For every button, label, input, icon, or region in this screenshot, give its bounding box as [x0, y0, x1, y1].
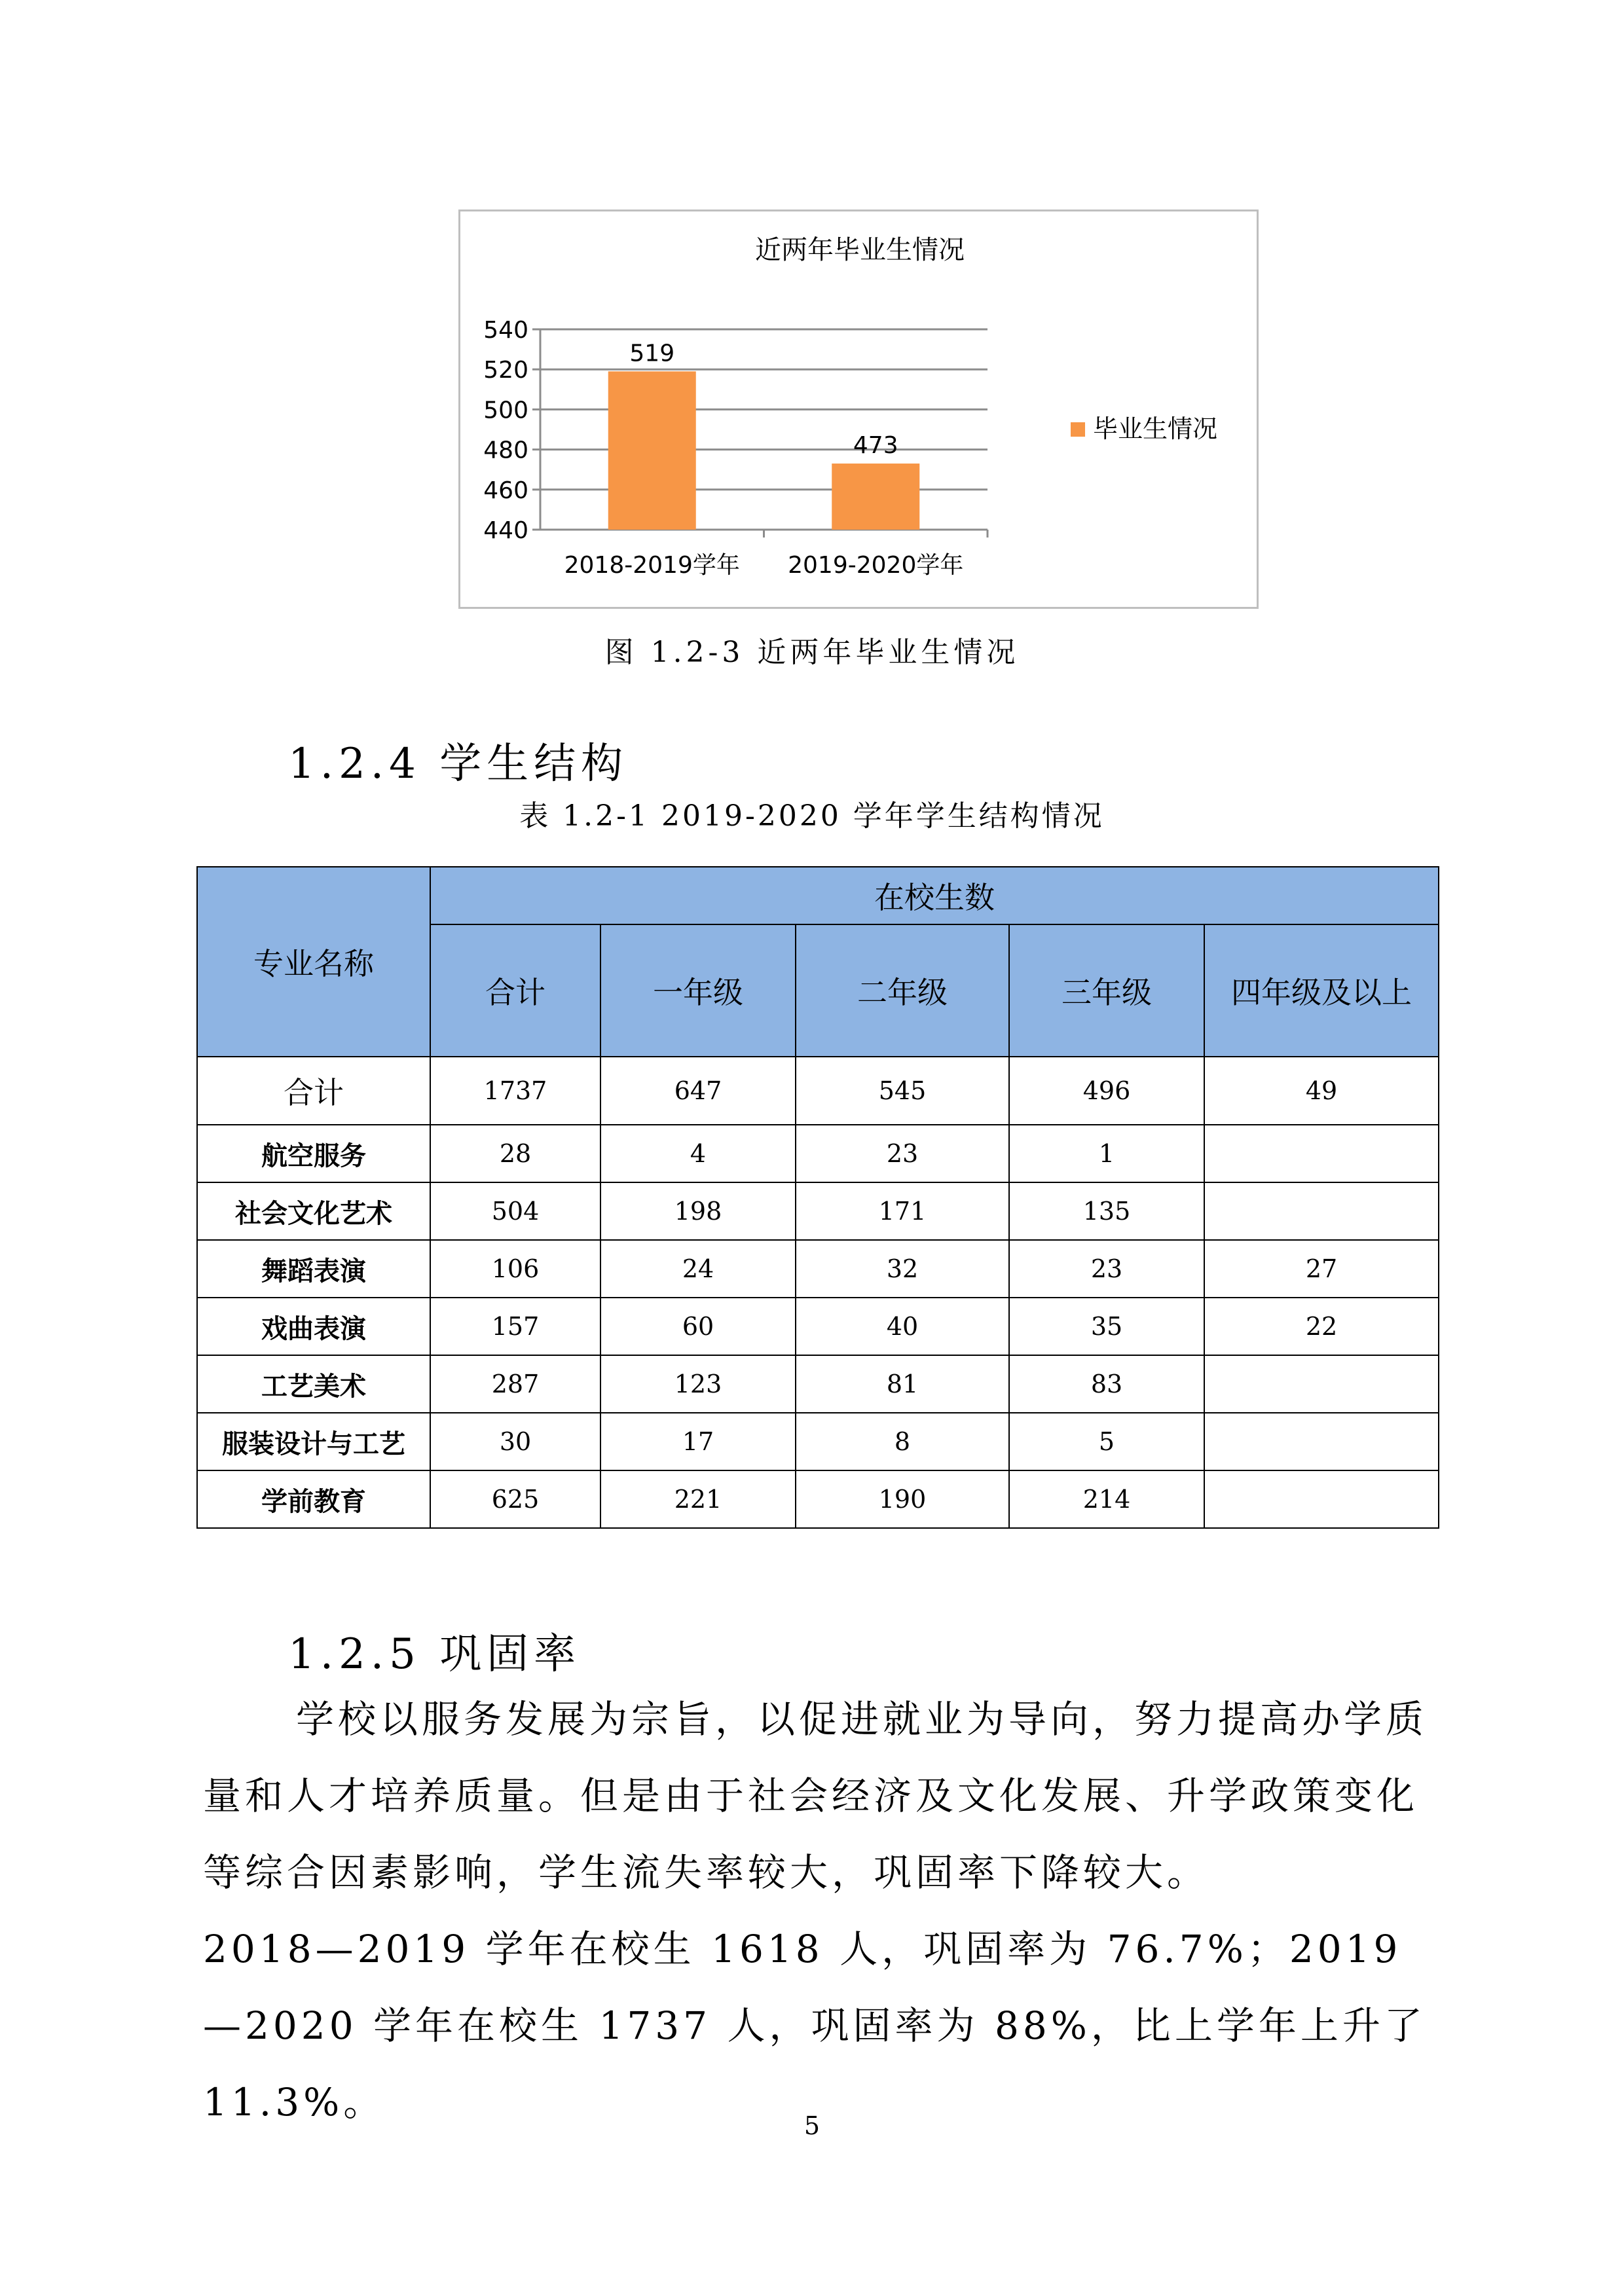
data-label: 519: [629, 340, 675, 367]
table-cell: 17: [600, 1413, 796, 1470]
table-row: [197, 1240, 1439, 1298]
table-cell: 4: [600, 1125, 796, 1182]
table-cell: 35: [1009, 1298, 1204, 1355]
table-row: [197, 1355, 1439, 1413]
row-major-name: 服装设计与工艺: [197, 1413, 430, 1470]
chart-canvas: [460, 211, 1257, 607]
table-cell: 24: [600, 1240, 796, 1298]
y-tick-label: 520: [483, 357, 528, 384]
table-cell: 60: [600, 1298, 796, 1355]
x-tick-label: 2019-2020学年: [788, 552, 964, 579]
table-cell: 171: [796, 1182, 1009, 1240]
table-cell: 504: [430, 1182, 600, 1240]
page-number: 5: [803, 2111, 821, 2140]
header-col-grade2: 二年级: [796, 924, 1009, 1057]
header-col-total: 合计: [430, 924, 600, 1057]
y-tick-label: 500: [483, 397, 528, 424]
table-cell: 83: [1009, 1355, 1204, 1413]
table-row: [197, 1057, 1439, 1125]
table-cell: 32: [796, 1240, 1009, 1298]
row-major-name: 工艺美术: [197, 1355, 430, 1413]
table-cell: 40: [796, 1298, 1009, 1355]
table-row: [197, 1413, 1439, 1470]
table-cell: [1204, 1125, 1439, 1182]
table-cell: [1204, 1413, 1439, 1470]
section-heading-1-2-4: 1.2.4 学生结构: [288, 740, 629, 788]
chart-title: 近两年毕业生情况: [755, 235, 965, 265]
table-cell: 135: [1009, 1182, 1204, 1240]
legend-label: 毕业生情况: [1093, 414, 1218, 443]
table-cell: 190: [796, 1470, 1009, 1528]
table-cell: 647: [600, 1057, 796, 1125]
table-cell: 1737: [430, 1057, 600, 1125]
bar: [608, 371, 696, 530]
table-cell: 545: [796, 1057, 1009, 1125]
paragraph-1: 学校以服务发展为宗旨，以促进就业为导向，努力提高办学质量和人才培养质量。但是由于社会经济及文化发展、升学政策变化等综合因素影响，学生流失率较大，巩固率下降较大。: [203, 1697, 1428, 1895]
table-cell: 496: [1009, 1057, 1204, 1125]
row-major-name: 戏曲表演: [197, 1298, 430, 1355]
table-cell: 198: [600, 1182, 796, 1240]
table-cell: 5: [1009, 1413, 1204, 1470]
y-tick-label: 440: [483, 517, 528, 544]
table-cell: 221: [600, 1470, 796, 1528]
table-cell: 287: [430, 1355, 600, 1413]
y-tick-label: 480: [483, 437, 528, 464]
row-major-name: 合计: [197, 1057, 430, 1125]
paragraph-2: 2018—2019 学年在校生 1618 人，巩固率为 76.7%；2019—2020 学年在校生 1737 人，巩固率为 88%，比上学年上升了 11.3%。: [203, 1927, 1426, 2124]
y-tick-label: 540: [483, 317, 528, 344]
table-cell: 30: [430, 1413, 600, 1470]
row-major-name: 社会文化艺术: [197, 1182, 430, 1240]
header-col-grade1: 一年级: [600, 924, 796, 1057]
bar: [832, 464, 919, 530]
table-cell: 214: [1009, 1470, 1204, 1528]
legend-swatch: [1071, 422, 1085, 437]
figure-caption: 图 1.2-3 近两年毕业生情况: [604, 636, 1020, 669]
table-cell: 625: [430, 1470, 600, 1528]
row-major-name: 舞蹈表演: [197, 1240, 430, 1298]
table-row: [197, 1470, 1439, 1528]
x-tick-label: 2018-2019学年: [564, 552, 740, 579]
table-cell: 28: [430, 1125, 600, 1182]
table-caption: 表 1.2-1 2019-2020 学年学生结构情况: [519, 799, 1105, 833]
table-cell: 23: [796, 1125, 1009, 1182]
table-cell: 8: [796, 1413, 1009, 1470]
row-major-name: 学前教育: [197, 1470, 430, 1528]
header-major: 专业名称: [197, 867, 430, 1057]
table-cell: [1204, 1470, 1439, 1528]
header-col-grade3: 三年级: [1009, 924, 1204, 1057]
section-heading-1-2-5: 1.2.5 巩固率: [288, 1630, 581, 1679]
table-cell: 157: [430, 1298, 600, 1355]
header-enrollment-group: 在校生数: [430, 867, 1439, 924]
table-cell: 23: [1009, 1240, 1204, 1298]
header-col-grade4plus: 四年级及以上: [1204, 924, 1439, 1057]
row-major-name: 航空服务: [197, 1125, 430, 1182]
bar-chart: [458, 210, 1259, 609]
table-row: [197, 1298, 1439, 1355]
table-cell: 123: [600, 1355, 796, 1413]
table-cell: 49: [1204, 1057, 1439, 1125]
y-tick-label: 460: [483, 477, 528, 504]
table-cell: [1204, 1182, 1439, 1240]
table-cell: 81: [796, 1355, 1009, 1413]
table-row: [197, 1182, 1439, 1240]
body-text: [203, 1681, 1434, 2141]
table-cell: 27: [1204, 1240, 1439, 1298]
student-structure-table: [196, 866, 1439, 1529]
table-cell: 106: [430, 1240, 600, 1298]
table-cell: 22: [1204, 1298, 1439, 1355]
table-cell: 1: [1009, 1125, 1204, 1182]
data-label: 473: [853, 432, 898, 460]
table-cell: [1204, 1355, 1439, 1413]
table-row: [197, 1125, 1439, 1182]
